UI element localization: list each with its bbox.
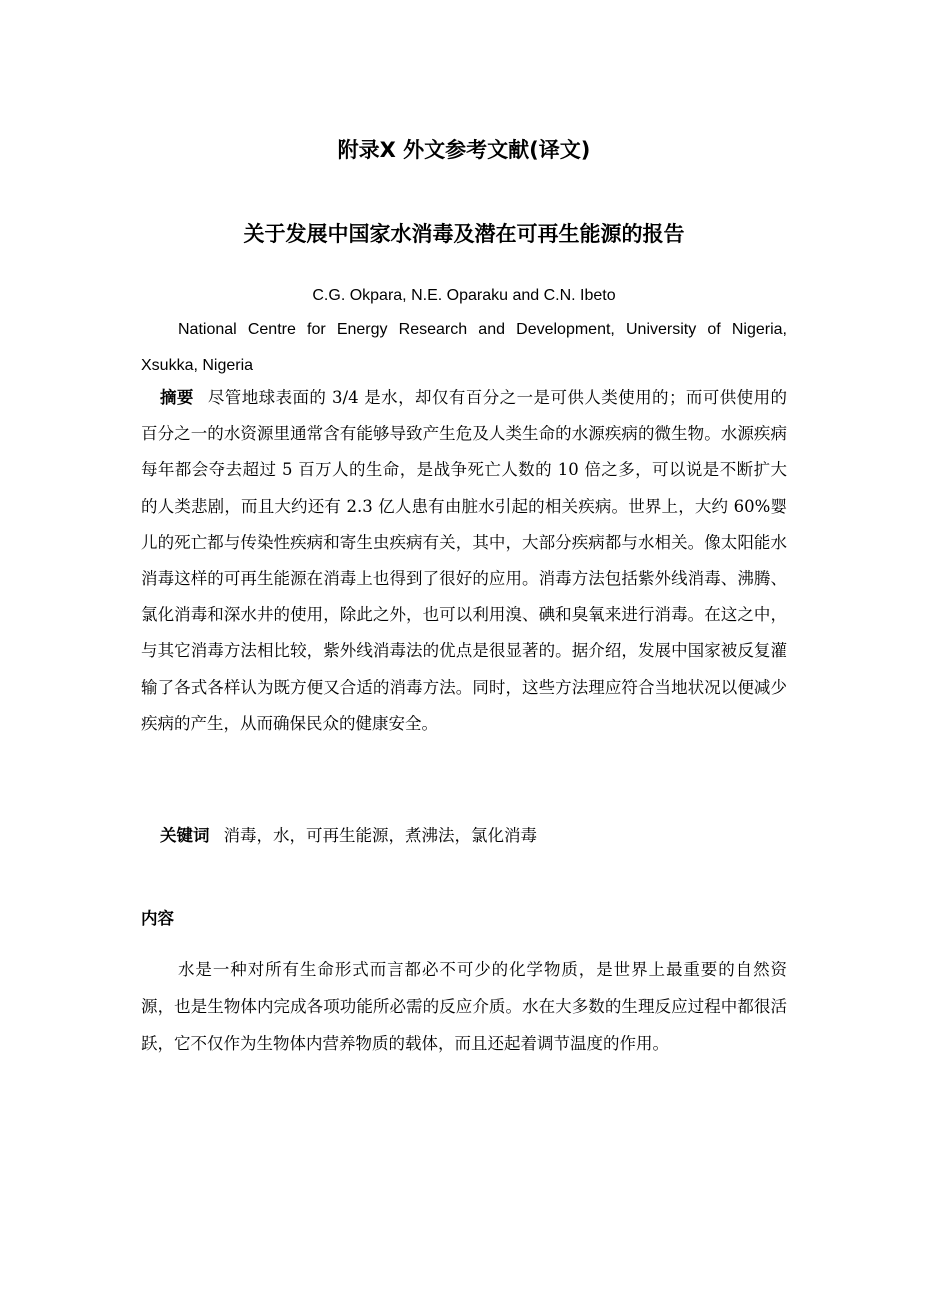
section-heading-content: 内容 <box>141 909 174 928</box>
keywords-text: 消毒，水，可再生能源，煮沸法，氯化消毒 <box>223 826 537 845</box>
appendix-title: 附录X 外文参考文献(译文) <box>337 138 591 162</box>
abstract-text: 尽管地球表面的 3/4 是水，却仅有百分之一是可供人类使用的；而可供使用的百分之一的水资源里通常含有能够导致产生危及人类生命的水源疾病的微生物。水源疾病每年都会夺去超过 5 百万人的生命，是战争死亡人数的 10 倍之多，可以说是不断扩大的人类悲剧，而且大约还有 2.3 亿人患有由脏水引起的相关疾病。世界上，大约 60%婴儿的死亡都与传染性疾病和寄生虫疾病有关，其中，大部分疾病都与水相关。像太阳能水消毒这样的可再生能源在消毒上也得到了很好的应用。消毒方法包括紫外线消毒、沸腾、氯化消毒和深水井的使用，除此之外，也可以利用溴、碘和臭氧来进行消毒。在这之中，与其它消毒方法相比较，紫外线消毒法的优点是很显著的。据介绍，发展中国家被反复灌输了各式各样认为既方便又合适的消毒方法。同时，这些方法理应符合当地状况以便减少疾病的产生，从而确保民众的健康安全。 <box>141 388 788 733</box>
keywords-line <box>141 818 787 854</box>
authors: C.G. Okpara, N.E. Oparaku and C.N. Ibeto <box>312 287 616 304</box>
affiliation: National Centre for Energy Research and Development, University of Nigeria, Xsukka, Nigeria <box>141 321 787 374</box>
abstract-paragraph <box>141 380 787 742</box>
keywords-label: 关键词 <box>160 826 210 845</box>
report-title: 关于发展中国家水消毒及潜在可再生能源的报告 <box>243 222 685 246</box>
abstract-label: 摘要 <box>160 388 194 407</box>
content-paragraph: 水是一种对所有生命形式而言都必不可少的化学物质，是世界上最重要的自然资源，也是生物体内完成各项功能所必需的反应介质。水在大多数的生理反应过程中都很活跃，它不仅作为生物体内营养物质的载体，而且还起着调节温度的作用。 <box>141 960 787 1053</box>
